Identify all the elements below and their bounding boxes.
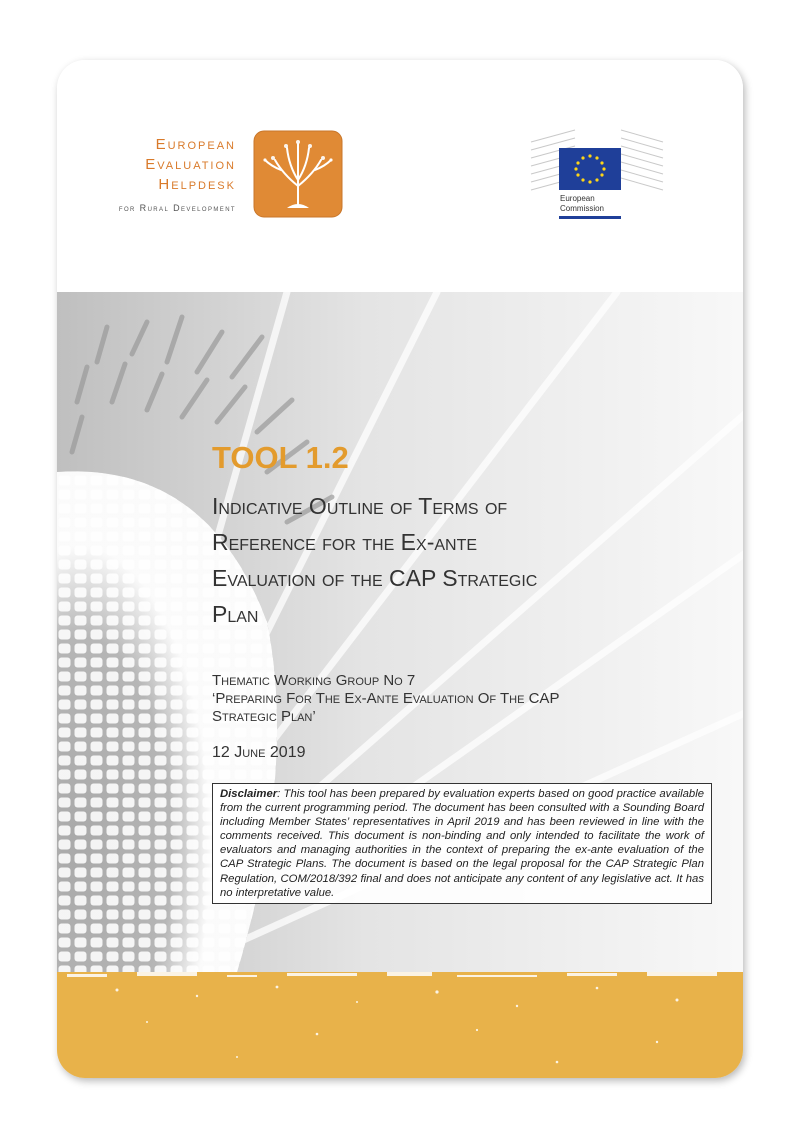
orange-bottom-band (57, 972, 743, 1078)
title-line-1: Indicative Outline of Terms of (212, 493, 508, 519)
publication-date: 12 June 2019 (212, 744, 306, 761)
helpdesk-line-2: Evaluation (145, 156, 236, 173)
cover-page (57, 60, 743, 1078)
disclaimer-box (212, 783, 712, 904)
title-line-4: Plan (212, 601, 259, 627)
working-group-line-3: Strategic Plan’ (212, 708, 316, 725)
helpdesk-wordmark (145, 135, 236, 195)
title-line-2: Reference for the Ex-ante (212, 529, 478, 555)
disclaimer-text: : This tool has been prepared by evaluation experts based on good practice available from the current programming period. The document has been consulted with a Sounding Board including Member States’ representatives in April 2019 and has been reviewed in line with the comments received. This document is non-binding and only intended to facilitate the work of evaluators and managing authorities in the context of preparing the ex-ante evaluation of the CAP Strategic Plans. The document is based on the legal proposal for the CAP Strategic Plan Regulation, COM/2018/392 final and does not anticipate any content of any legislative act. It has no interpretative value. (220, 788, 704, 899)
tree-logo-icon (253, 130, 343, 218)
title-line-3: Evaluation of the CAP Strategic (212, 565, 538, 591)
commission-line-1: European (560, 194, 595, 203)
disclaimer-label: Disclaimer (220, 788, 278, 800)
helpdesk-subtitle: for Rural Development (118, 203, 236, 213)
helpdesk-line-1: European (155, 136, 236, 153)
helpdesk-line-3: Helpdesk (158, 176, 236, 193)
commission-wordmark (560, 194, 604, 214)
working-group-line-2: ‘Preparing For The Ex-Ante Evaluation Of The CAP (212, 690, 560, 707)
working-group-title (212, 672, 712, 726)
commission-line-2: Commission (560, 204, 605, 213)
tool-label: TOOL 1.2 (212, 440, 349, 475)
document-title (212, 488, 712, 632)
working-group-line-1: Thematic Working Group No 7 (212, 672, 416, 689)
